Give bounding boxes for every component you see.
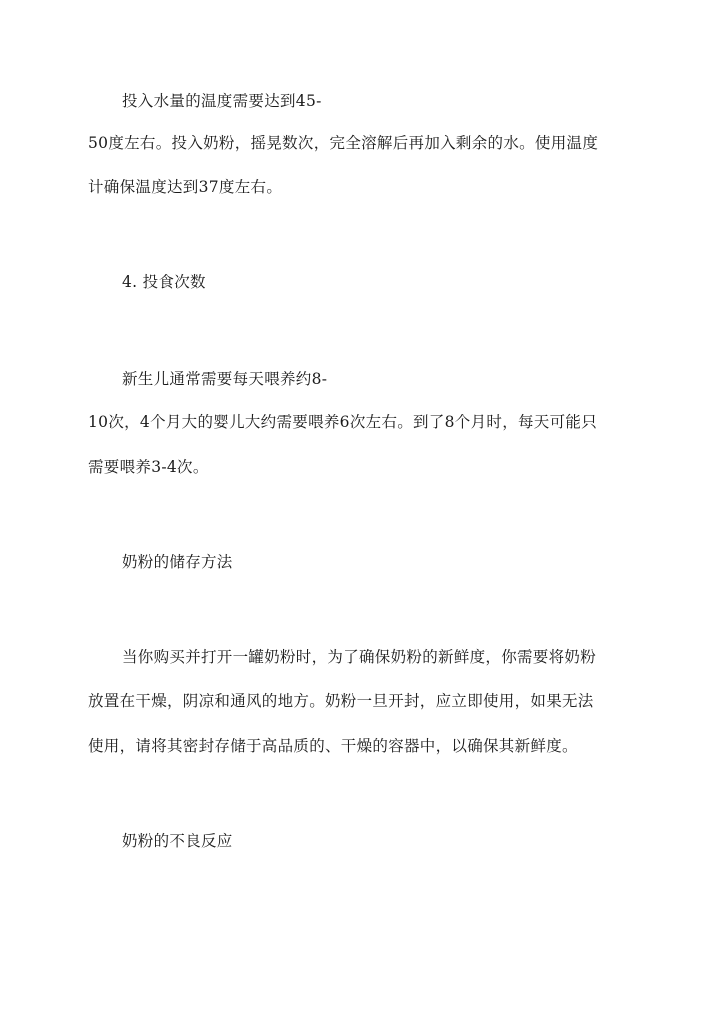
section-heading: 奶粉的不良反应 — [122, 832, 233, 850]
paragraph-line: 计确保温度达到37度左右。 — [88, 178, 283, 196]
paragraph-line: 投入水量的温度需要达到45- — [122, 92, 322, 110]
paragraph-line: 10次，4个月大的婴儿大约需要喂养6次左右。到了8个月时，每天可能只 — [88, 413, 598, 431]
paragraph-line: 需要喂养3-4次。 — [88, 458, 209, 476]
section-heading: 奶粉的储存方法 — [122, 553, 233, 571]
paragraph-line: 当你购买并打开一罐奶粉时，为了确保奶粉的新鲜度，你需要将奶粉 — [122, 648, 597, 666]
paragraph-line: 新生儿通常需要每天喂养约8- — [122, 370, 328, 388]
paragraph-line: 50度左右。投入奶粉，摇晃数次，完全溶解后再加入剩余的水。使用温度 — [88, 134, 599, 152]
paragraph-line: 使用，请将其密封存储于高品质的、干燥的容器中，以确保其新鲜度。 — [88, 737, 578, 755]
section-heading: 4. 投食次数 — [122, 273, 206, 291]
paragraph-line: 放置在干燥，阴凉和通风的地方。奶粉一旦开封，应立即使用，如果无法 — [88, 692, 594, 710]
